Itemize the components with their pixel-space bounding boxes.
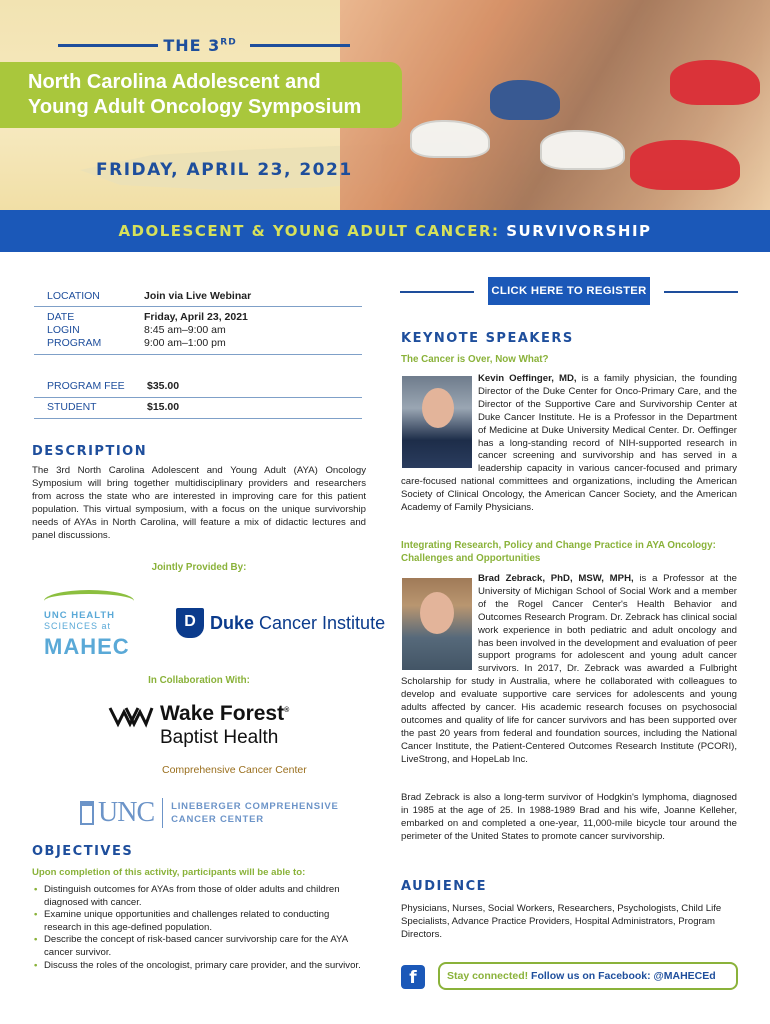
list-item: • Examine unique opportunities and challenges related to conducting research in this age-defined population. (32, 909, 366, 934)
sneaker-image (630, 140, 740, 190)
facebook-follow-box[interactable] (438, 962, 738, 990)
mahec-logo-text: SCIENCES at (44, 621, 112, 631)
hero-banner (0, 0, 770, 210)
speaker1-name: Kevin Oeffinger, MD, (478, 373, 577, 384)
speaker2-photo (402, 578, 472, 670)
location-label: LOCATION (47, 290, 100, 302)
student-fee-label: STUDENT (47, 401, 97, 413)
speaker1-photo (402, 376, 472, 468)
audience-text: Physicians, Nurses, Social Workers, Researchers, Psychologists, Child Life Specialists, Advance Practice Providers, Hospital Administrators, Program Directors. (401, 903, 722, 940)
event-details-table (34, 287, 362, 355)
wake-forest-mark-icon (108, 704, 154, 728)
jointly-provided-label: Jointly Provided By: (151, 562, 247, 573)
banner-focus: SURVIVORSHIP (499, 222, 652, 240)
objectives-heading: OBJECTIVES (32, 844, 134, 859)
unc-lineberger-logo[interactable] (80, 797, 339, 829)
divider (664, 291, 738, 293)
speaker2-bio: Brad Zebrack, PhD, MSW, MPH, is a Professor at the University of Michigan School of Social Work and a member of the Rogel Cancer Center's Health Behavior and Outcomes Research Program. Dr. Zebrack has clinical social work experience in both pediatric and adult oncology and has been involved in the development and evaluation of peer support programs for adolescent and young adult cancer survivors. In 2017, Dr. Zebrack was awarded a Fulbright Scholarship for study in Australia, where he collaborated with colleagues to develop and evaluate supportive care services for adolescents and young adults affected by cancer. His academic research focuses on psychosocial outcomes and quality of life for cancer survivors and has been supported over the past 20 years from federal and foundation sources, including the National Cancer Institute, the Patient-Centered Outcomes Research Institute (PCORI), LiveStrong, and HopeLab Inc. (401, 573, 737, 765)
list-item: • Discuss the roles of the oncologist, primary care provider, and the survivor. (32, 960, 366, 973)
mahec-logo-text: UNC HEALTH (44, 610, 116, 621)
theme-banner (0, 210, 770, 252)
speaker2-face (420, 592, 454, 634)
list-item: • Describe the concept of risk-based cancer survivorship care for the AYA cancer survivor. (32, 934, 366, 959)
wake-forest-subtitle: Baptist Health (160, 727, 279, 748)
sneaker-image (540, 130, 625, 170)
list-item: • Distinguish outcomes for AYAs from those of older adults and children diagnosed with cancer. (32, 884, 366, 909)
schedule-values (144, 311, 248, 350)
student-fee-row (34, 398, 362, 419)
unc-wordmark: UNC (98, 797, 155, 828)
sneaker-image (670, 60, 760, 105)
date-label: DATE (47, 311, 75, 323)
program-label: PROGRAM (47, 337, 102, 349)
student-fee-value: $15.00 (147, 401, 180, 413)
schedule-row (34, 307, 362, 355)
objectives-list (32, 884, 366, 972)
old-well-icon (80, 801, 94, 825)
schedule-labels (47, 311, 144, 350)
audience-heading: AUDIENCE (401, 879, 488, 894)
speaker1-face (422, 388, 454, 428)
page-title-line2: Young Adult Oncology Symposium (28, 96, 362, 118)
sneaker-image (490, 80, 560, 120)
program-fee-label: PROGRAM FEE (47, 380, 125, 392)
location-row (34, 287, 362, 307)
divider (162, 798, 163, 828)
mahec-logo-text: MAHEC (44, 634, 130, 659)
login-value: 8:45 am–9:00 am (144, 324, 226, 336)
sneaker-image (410, 120, 490, 158)
divider (400, 291, 474, 293)
objectives-intro: Upon completion of this activity, participants will be able to: (32, 867, 306, 878)
stay-connected-text: Stay connected! (447, 970, 529, 982)
talk2-title: Integrating Research, Policy and Change Practice in AYA Oncology: Challenges and Opportunities (401, 540, 716, 564)
location-value: Join via Live Webinar (144, 290, 252, 302)
talk1-title: The Cancer is Over, Now What? (401, 354, 549, 365)
duke-shield-icon: D (176, 608, 204, 638)
page-title-line1: North Carolina Adolescent and (28, 71, 321, 93)
event-date: FRIDAY, APRIL 23, 2021 (96, 160, 353, 180)
follow-facebook-text: Follow us on Facebook: @MAHECEd (528, 970, 716, 982)
duke-cancer-institute-logo[interactable] (176, 608, 385, 638)
duke-logo-text: Duke Cancer Institute (210, 612, 386, 633)
symposium-title-box (0, 62, 402, 128)
date-value: Friday, April 23, 2021 (144, 311, 248, 323)
banner-theme: ADOLESCENT & YOUNG ADULT CANCER: (118, 222, 500, 240)
wake-forest-name: Wake Forest® (160, 702, 290, 725)
edition-label: THE 3RD (163, 36, 237, 55)
collaboration-label: In Collaboration With: (148, 675, 250, 686)
description-text: The 3rd North Carolina Adolescent and Young Adult (AYA) Oncology Symposium will bring together multidisciplinary providers and researchers from across the state who are interested in improving care for this patient population. This virtual symposium, with a focus on the unique survivorship needs of AYAs in North Carolina, will feature a mix of didactic lectures and panel discussions. (32, 465, 366, 542)
speaker2-name: Brad Zebrack, PhD, MSW, MPH, (478, 573, 634, 584)
register-button[interactable]: CLICK HERE TO REGISTER (488, 277, 650, 305)
facebook-icon[interactable]: f (401, 965, 425, 989)
lineberger-text: LINEBERGER COMPREHENSIVE CANCER CENTER (171, 801, 339, 825)
mahec-logo[interactable] (44, 590, 154, 660)
speaker1-bio: Kevin Oeffinger, MD, is a family physician, the founding Director of the Duke Center for Onco-Primary Care, and the Director of the Supportive Care and Survivorship Center at Duke Cancer Institute. He is a Professor in the Department of Medicine at Duke University Medical Center. Dr. Oeffinger has a long-standing record of NIH-supported research in cancer screening and survivorship and has served in a leadership capacity in various cancer-focused and primary care-focused national committees and organizations, including the American Society of Clinical Oncology, the American Cancer Society, and the American Academy of Family Physicians. (401, 373, 737, 514)
speaker2-bio-continued: Brad Zebrack is also a long-term survivor of Hodgkin's lymphoma, diagnosed in 1985 at the age of 25. In 1988-1989 Brad and his wife, Joanne Kelleher, embarked on and completed a one-year, 11,000-mile bicycle tour around the perimeter of the United States to promote cancer survivorship. (401, 792, 737, 842)
wake-forest-center-label: Comprehensive Cancer Center (162, 764, 307, 776)
hero-photo-sneakers (340, 0, 770, 210)
program-fee-row (34, 377, 362, 398)
program-value: 9:00 am–1:00 pm (144, 337, 226, 349)
program-fee-value: $35.00 (147, 380, 180, 392)
mahec-arc-graphic (44, 590, 134, 612)
fee-table (34, 377, 362, 419)
keynote-heading: KEYNOTE SPEAKERS (401, 331, 574, 346)
login-label: LOGIN (47, 324, 80, 336)
description-heading: DESCRIPTION (32, 444, 148, 459)
